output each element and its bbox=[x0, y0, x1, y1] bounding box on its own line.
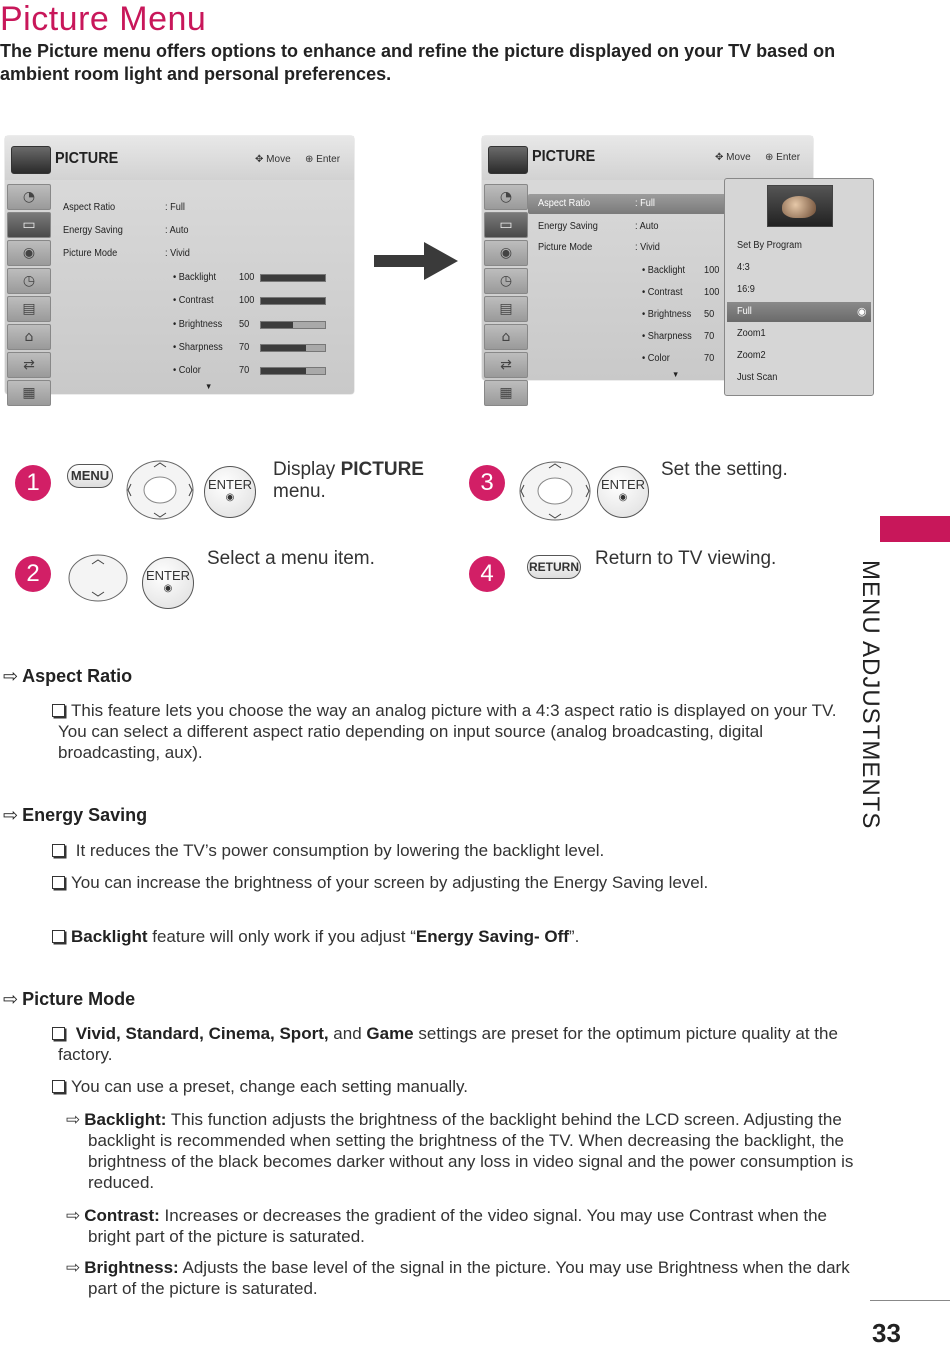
arrow-icon: ⇨ bbox=[3, 989, 19, 1009]
step-1-badge: 1 bbox=[15, 465, 51, 501]
osd-nav-enter: ⊕ Enter bbox=[305, 154, 341, 165]
step-3-text: Set the setting. bbox=[661, 459, 788, 480]
audio-icon[interactable]: ◉ bbox=[7, 240, 51, 266]
satellite-icon[interactable]: ◔ bbox=[7, 184, 51, 210]
step-1-text: Display PICTURE menu. bbox=[273, 459, 424, 502]
slider-contrast-label[interactable]: • Contrast bbox=[642, 287, 683, 298]
step-4-badge: 4 bbox=[469, 556, 505, 592]
tv-icon bbox=[11, 146, 51, 174]
enter-button[interactable]: ENTER ◉ bbox=[204, 466, 256, 518]
picture-icon[interactable]: ▭ bbox=[484, 212, 528, 238]
checkbox-bullet-icon bbox=[52, 704, 65, 717]
arrow-right-icon bbox=[374, 238, 460, 284]
up-down-button-icon[interactable] bbox=[67, 552, 129, 604]
slider-contrast-bar[interactable] bbox=[260, 297, 326, 305]
page-number: 33 bbox=[872, 1318, 901, 1348]
slider-brightness-bar[interactable] bbox=[260, 321, 326, 329]
checkbox-bullet-icon bbox=[52, 844, 65, 857]
aspect-ratio-text: This feature lets you choose the way an analog picture with a 4:3 aspect ratio is displayed on your TV. You can select a different aspect ratio depending on input source (analog broadcasting, digital broadcasting, aux). bbox=[32, 700, 852, 763]
checkbox-bullet-icon bbox=[52, 1080, 65, 1093]
enter-dot-icon: ◉ bbox=[163, 583, 173, 594]
osd-header bbox=[482, 136, 813, 180]
scroll-down-icon[interactable]: ▼ bbox=[672, 370, 680, 379]
options-icon[interactable]: ▤ bbox=[7, 296, 51, 322]
lock-icon[interactable]: ⌂ bbox=[484, 324, 528, 350]
energy-saving-text-3: Backlight feature will only work if you adjust “Energy Saving- Off”. bbox=[32, 926, 852, 947]
checkbox-bullet-icon bbox=[52, 876, 65, 889]
options-icon[interactable]: ▤ bbox=[484, 296, 528, 322]
section-tab-marker bbox=[880, 516, 950, 542]
slider-color-value: 70 bbox=[239, 365, 250, 376]
osd-row-energy-value: : Auto bbox=[635, 221, 659, 232]
osd-row-energy[interactable]: Energy Saving bbox=[538, 221, 598, 232]
slider-backlight-value: 100 bbox=[704, 265, 720, 276]
enter-dot-icon: ◉ bbox=[618, 492, 628, 503]
slider-color-bar[interactable] bbox=[260, 367, 326, 375]
slider-contrast-value: 100 bbox=[704, 287, 720, 298]
picture-mode-text-2: You can use a preset, change each setting manually. bbox=[32, 1076, 852, 1097]
osd-row-aspect-value: : Full bbox=[165, 202, 185, 213]
slider-color-value: 70 bbox=[704, 353, 715, 364]
osd-row-aspect[interactable]: Aspect Ratio bbox=[538, 198, 591, 209]
enter-button[interactable]: ENTER ◉ bbox=[597, 466, 649, 518]
enter-button[interactable]: ENTER ◉ bbox=[142, 557, 194, 609]
picture-mode-heading: ⇨ Picture Mode bbox=[3, 989, 136, 1009]
enter-icon: ⊕ bbox=[765, 152, 774, 163]
osd-row-aspect[interactable]: Aspect Ratio bbox=[63, 202, 116, 213]
menu-button[interactable]: MENU bbox=[67, 464, 113, 488]
satellite-icon[interactable]: ◔ bbox=[484, 184, 528, 210]
option-set-by-program[interactable]: Set By Program bbox=[737, 240, 802, 251]
option-4-3[interactable]: 4:3 bbox=[737, 262, 750, 273]
osd-row-energy-value: : Auto bbox=[165, 225, 189, 236]
audio-icon[interactable]: ◉ bbox=[484, 240, 528, 266]
dpad-icon[interactable] bbox=[518, 459, 592, 523]
contrast-description: ⇨ Contrast: Increases or decreases the gradient of the video signal. You may use Contrast when the bright part of the picture is saturated. bbox=[66, 1206, 827, 1246]
energy-saving-text-2: You can increase the brightness of your screen by adjusting the Energy Saving level. bbox=[32, 872, 852, 893]
osd-row-mode[interactable]: Picture Mode bbox=[538, 242, 593, 253]
arrow-icon: ⇨ bbox=[3, 666, 19, 686]
enter-dot-icon: ◉ bbox=[225, 492, 235, 503]
selected-radio-icon: ◉ bbox=[857, 305, 867, 318]
slider-color-label[interactable]: • Color bbox=[173, 365, 201, 376]
page-intro: The Picture menu offers options to enhance and refine the picture displayed on your TV based on ambient room light and personal preferences. bbox=[0, 41, 836, 84]
dpad-icon[interactable] bbox=[125, 458, 195, 522]
slider-brightness-value: 50 bbox=[239, 319, 250, 330]
step-2-text: Select a menu item. bbox=[207, 548, 375, 569]
osd-row-energy[interactable]: Energy Saving bbox=[63, 225, 123, 236]
slider-sharpness-value: 70 bbox=[704, 331, 715, 342]
clock-icon[interactable]: ◷ bbox=[484, 268, 528, 294]
brightness-description: ⇨ Brightness: Adjusts the base level of the signal in the picture. You may use Brightness when the dark part of the picture is saturated. bbox=[66, 1258, 850, 1298]
slider-contrast-label[interactable]: • Contrast bbox=[173, 295, 214, 306]
backlight-description: ⇨ Backlight: This function adjusts the brightness of the backlight behind the LCD screen. Adjusting the backlight is recommended when setting the brightness of the TV. When decreasing the backlight, the brightness of the black becomes darker without any loss in video signal and the power consumption is reduced. bbox=[66, 1110, 854, 1192]
energy-saving-heading: ⇨ Energy Saving bbox=[3, 805, 148, 825]
slider-brightness-value: 50 bbox=[704, 309, 715, 320]
option-zoom2[interactable]: Zoom2 bbox=[737, 350, 766, 361]
osd-nav-move: ✥ Move bbox=[715, 152, 751, 163]
osd-picture-menu bbox=[5, 136, 354, 401]
tv-icon bbox=[488, 146, 528, 174]
step-3-badge: 3 bbox=[469, 465, 505, 501]
slider-brightness-label[interactable]: • Brightness bbox=[173, 319, 223, 330]
aspect-ratio-popup bbox=[724, 178, 874, 396]
arrow-icon: ⇨ bbox=[66, 1110, 81, 1129]
osd-category-list bbox=[7, 184, 51, 401]
scroll-down-icon[interactable]: ▼ bbox=[205, 382, 213, 391]
page-number-rule bbox=[870, 1300, 950, 1301]
usb-icon[interactable]: ▦ bbox=[484, 380, 528, 406]
osd-row-aspect-value: : Full bbox=[635, 198, 655, 209]
osd-title: PICTURE bbox=[532, 148, 596, 165]
osd-header bbox=[5, 136, 354, 180]
slider-sharpness-value: 70 bbox=[239, 342, 250, 353]
usb-icon[interactable]: ▦ bbox=[7, 380, 51, 406]
osd-row-mode[interactable]: Picture Mode bbox=[63, 248, 118, 259]
osd-category-list bbox=[484, 184, 528, 401]
aspect-ratio-heading: ⇨ Aspect Ratio bbox=[3, 666, 133, 686]
option-16-9[interactable]: 16:9 bbox=[737, 284, 755, 295]
osd-nav-enter: ⊕ Enter bbox=[765, 152, 801, 163]
section-side-label: MENU ADJUSTMENTS bbox=[857, 560, 884, 830]
energy-saving-text-1: It reduces the TV’s power consumption by lowering the backlight level. bbox=[32, 840, 852, 861]
checkbox-bullet-icon bbox=[52, 1027, 65, 1040]
picture-mode-text-1: Vivid, Standard, Cinema, Sport, and Game settings are preset for the optimum picture quality at the factory. bbox=[32, 1023, 852, 1065]
slider-backlight-label[interactable]: • Backlight bbox=[173, 272, 217, 283]
move-icon: ✥ bbox=[715, 152, 724, 163]
option-zoom1[interactable]: Zoom1 bbox=[737, 328, 766, 339]
slider-brightness-label[interactable]: • Brightness bbox=[642, 309, 692, 320]
slider-backlight-bar[interactable] bbox=[260, 274, 326, 282]
checkbox-bullet-icon bbox=[52, 930, 65, 943]
picture-icon[interactable]: ▭ bbox=[7, 212, 51, 238]
preview-image-icon bbox=[767, 185, 833, 227]
move-icon: ✥ bbox=[255, 154, 264, 165]
return-button[interactable]: RETURN bbox=[527, 555, 581, 579]
slider-contrast-value: 100 bbox=[239, 295, 255, 306]
slider-backlight-label[interactable]: • Backlight bbox=[642, 265, 686, 276]
osd-row-mode-value: : Vivid bbox=[635, 242, 660, 253]
option-just-scan[interactable]: Just Scan bbox=[737, 372, 778, 383]
enter-icon: ⊕ bbox=[305, 154, 314, 165]
slider-color-label[interactable]: • Color bbox=[642, 353, 670, 364]
clock-icon[interactable]: ◷ bbox=[7, 268, 51, 294]
lock-icon[interactable]: ⌂ bbox=[7, 324, 51, 350]
osd-title: PICTURE bbox=[55, 150, 119, 167]
input-icon[interactable]: ⇄ bbox=[7, 352, 51, 378]
arrow-icon: ⇨ bbox=[66, 1206, 81, 1225]
slider-sharpness-label[interactable]: • Sharpness bbox=[642, 331, 692, 342]
page-title: Picture Menu bbox=[0, 0, 207, 38]
arrow-icon: ⇨ bbox=[3, 805, 19, 825]
slider-sharpness-bar[interactable] bbox=[260, 344, 326, 352]
slider-sharpness-label[interactable]: • Sharpness bbox=[173, 342, 223, 353]
option-full[interactable]: Full bbox=[737, 306, 752, 317]
slider-backlight-value: 100 bbox=[239, 272, 255, 283]
arrow-icon: ⇨ bbox=[66, 1258, 81, 1277]
osd-nav-move: ✥ Move bbox=[255, 154, 291, 165]
osd-row-mode-value: : Vivid bbox=[165, 248, 190, 259]
step-4-text: Return to TV viewing. bbox=[595, 548, 777, 569]
step-2-badge: 2 bbox=[15, 556, 51, 592]
input-icon[interactable]: ⇄ bbox=[484, 352, 528, 378]
